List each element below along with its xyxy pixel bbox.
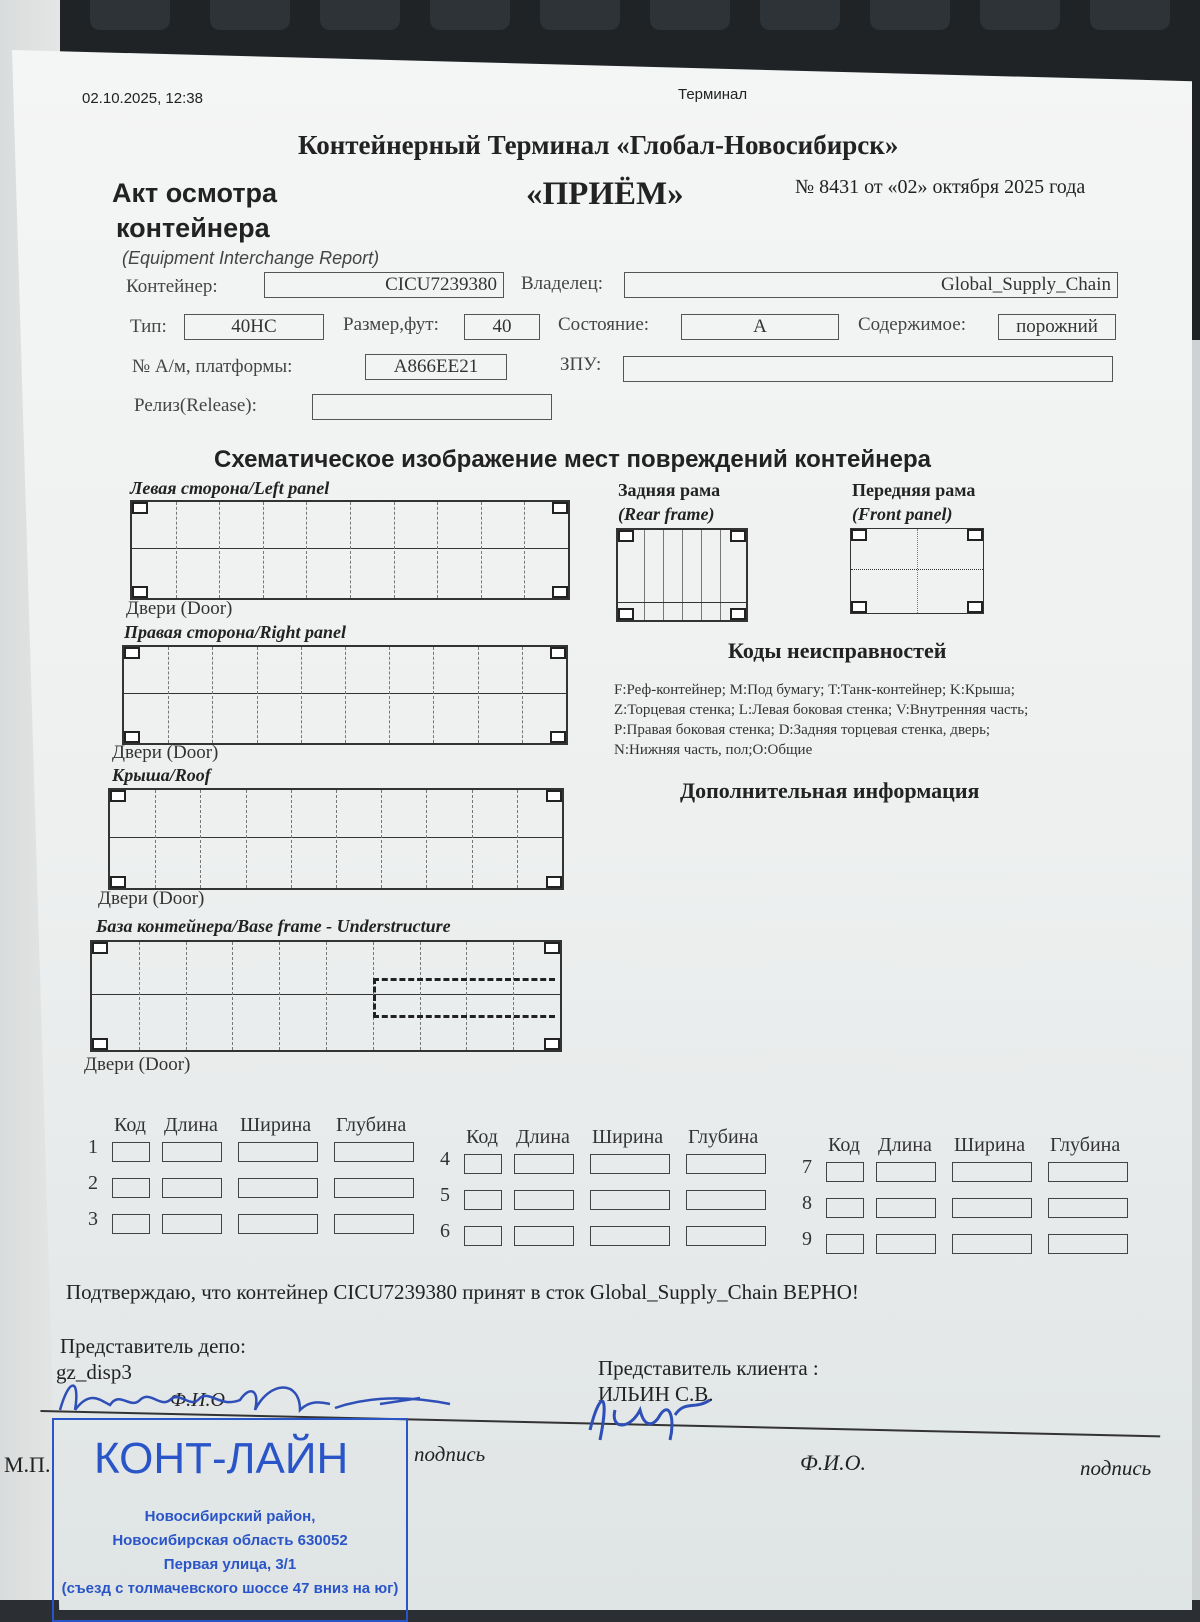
damage-cell-width	[238, 1142, 318, 1162]
damage-cell-width	[952, 1198, 1032, 1218]
owner-field: Global_Supply_Chain	[624, 272, 1118, 298]
damage-cell-depth	[334, 1178, 414, 1198]
damage-cell-width	[952, 1162, 1032, 1182]
owner-label: Владелец:	[521, 273, 604, 294]
rear-frame-label: Задняя рама	[618, 480, 721, 500]
roof-label: Крыша/Roof	[112, 765, 211, 785]
damage-row-number: 8	[802, 1192, 812, 1214]
code-line: N:Нижняя часть, пол;O:Общие	[614, 742, 813, 758]
damage-cell-width	[590, 1226, 670, 1246]
damage-cell-length	[162, 1178, 222, 1198]
container-field: CICU7239380	[264, 272, 504, 298]
base-frame-diagram	[90, 940, 562, 1052]
damage-cell-code	[112, 1178, 150, 1198]
stamp-line: Новосибирский район,	[144, 1508, 316, 1525]
print-page-title: Терминал	[678, 86, 748, 103]
damage-cell-length	[876, 1198, 936, 1218]
front-panel-label-en: (Front panel)	[852, 504, 953, 524]
document-number: № 8431 от «02» октября 2025 года	[795, 176, 1086, 198]
front-panel-diagram	[850, 528, 984, 614]
stamp-place-label: М.П.	[4, 1452, 51, 1477]
size-label: Размер,фут:	[343, 314, 439, 335]
stamp-line: Первая улица, 3/1	[163, 1556, 297, 1573]
vehicle-label: № А/м, платформы:	[132, 356, 293, 377]
roof-diagram	[108, 788, 564, 890]
damage-row-number: 4	[440, 1148, 450, 1170]
act-title-line2: контейнера	[116, 213, 270, 243]
vehicle-field: A866EE21	[365, 354, 507, 380]
damage-cell-depth	[686, 1190, 766, 1210]
right-panel-diagram	[122, 645, 568, 745]
damage-cell-length	[514, 1190, 574, 1210]
damage-row-number: 1	[88, 1136, 98, 1158]
damage-cell-length	[162, 1214, 222, 1234]
rear-frame-label-en: (Rear frame)	[618, 504, 715, 524]
damage-cell-length	[514, 1154, 574, 1174]
act-subtitle: (Equipment Interchange Report)	[122, 248, 380, 268]
damage-cell-code	[464, 1226, 502, 1246]
base-frame-label: База контейнера/Base frame - Understructure	[96, 916, 451, 936]
damage-cell-width	[238, 1178, 318, 1198]
damage-row-number: 9	[802, 1228, 812, 1250]
damage-col-header: Код	[114, 1114, 146, 1136]
damage-col-header: Длина	[516, 1126, 570, 1148]
damage-cell-code	[826, 1162, 864, 1182]
stamp-line: (съезд с толмачевского шоссе 47 вниз на юг)	[61, 1580, 399, 1597]
right-panel-door-label: Двери (Door)	[112, 742, 219, 763]
left-panel-label: Левая сторона/Left panel	[130, 478, 330, 498]
damage-col-header: Глубина	[688, 1126, 759, 1148]
damage-cell-depth	[686, 1154, 766, 1174]
depot-sign-label: подпись	[414, 1442, 486, 1466]
right-panel-label: Правая сторона/Right panel	[124, 622, 346, 642]
condition-label: Состояние:	[558, 314, 650, 335]
depot-user: gz_disp3	[56, 1360, 132, 1384]
damage-cell-depth	[686, 1226, 766, 1246]
roof-door-label: Двери (Door)	[98, 888, 205, 909]
act-title-line1: Акт осмотра	[112, 178, 278, 208]
damage-col-header: Длина	[878, 1134, 932, 1156]
damage-cell-code	[464, 1154, 502, 1174]
client-name: ИЛЬИН С.В.	[598, 1382, 714, 1406]
damage-col-header: Ширина	[240, 1114, 312, 1136]
print-datetime: 02.10.2025, 12:38	[82, 90, 203, 107]
company-stamp	[52, 1418, 408, 1622]
left-panel-diagram	[130, 500, 570, 600]
client-rep-label: Представитель клиента :	[598, 1356, 819, 1380]
damage-cell-length	[876, 1162, 936, 1182]
schematic-title: Схематическое изображение мест повреждений контейнера	[214, 446, 931, 473]
code-line: Z:Торцевая стенка; L:Левая боковая стенка; V:Внутренняя часть;	[614, 702, 1029, 718]
seal-label: ЗПУ:	[560, 354, 602, 375]
damage-col-header: Глубина	[1050, 1134, 1121, 1156]
damage-col-header: Глубина	[336, 1114, 407, 1136]
client-handwritten-signature	[570, 1380, 730, 1460]
front-panel-label: Передняя рама	[852, 480, 976, 500]
contents-field: порожний	[998, 314, 1116, 340]
stamp-name: КОНТ-ЛАЙН	[94, 1434, 349, 1483]
damage-row-number: 6	[440, 1220, 450, 1242]
damage-row-number: 2	[88, 1172, 98, 1194]
damage-cell-code	[112, 1142, 150, 1162]
damage-cell-depth	[334, 1214, 414, 1234]
contents-label: Содержимое:	[858, 314, 966, 335]
release-field	[312, 394, 552, 420]
type-field: 40HC	[184, 314, 324, 340]
damage-cell-width	[590, 1190, 670, 1210]
depot-rep-label: Представитель депо:	[60, 1334, 247, 1358]
damage-row-number: 5	[440, 1184, 450, 1206]
damage-cell-code	[826, 1198, 864, 1218]
damage-cell-depth	[1048, 1198, 1128, 1218]
damage-cell-length	[514, 1226, 574, 1246]
seal-field	[623, 356, 1113, 382]
damage-row-number: 7	[802, 1156, 812, 1178]
codes-list	[614, 680, 1028, 760]
damage-cell-length	[876, 1234, 936, 1254]
depot-fio-label: Ф.И.О	[170, 1389, 225, 1411]
code-line: P:Правая боковая стенка; D:Задняя торцевая стенка, дверь;	[614, 722, 991, 738]
damage-cell-depth	[1048, 1234, 1128, 1254]
base-frame-door-label: Двери (Door)	[84, 1054, 191, 1075]
size-field: 40	[464, 314, 540, 340]
confirmation-text: Подтверждаю, что контейнер CICU7239380 принят в сток Global_Supply_Chain ВЕРНО!	[66, 1280, 859, 1304]
damage-cell-length	[162, 1142, 222, 1162]
act-type-title: «ПРИЁМ»	[526, 176, 684, 212]
client-sign-label: подпись	[1080, 1456, 1152, 1480]
stamp-line: Новосибирская область 630052	[112, 1532, 348, 1549]
damage-cell-code	[464, 1190, 502, 1210]
condition-field: A	[681, 314, 839, 340]
damage-cell-width	[952, 1234, 1032, 1254]
codes-title: Коды неисправностей	[728, 638, 947, 663]
damage-cell-code	[826, 1234, 864, 1254]
company-title: Контейнерный Терминал «Глобал-Новосибирск»	[298, 130, 899, 160]
type-label: Тип:	[130, 316, 167, 337]
damage-col-header: Длина	[164, 1114, 218, 1136]
damage-cell-depth	[1048, 1162, 1128, 1182]
damage-cell-code	[112, 1214, 150, 1234]
rear-frame-diagram	[616, 528, 748, 622]
additional-info-title: Дополнительная информация	[680, 778, 980, 803]
code-line: F:Реф-контейнер; M:Под бумагу; T:Танк-контейнер; K:Крыша;	[614, 682, 1015, 698]
client-fio-label: Ф.И.О.	[800, 1450, 866, 1475]
damage-cell-depth	[334, 1142, 414, 1162]
damage-cell-width	[590, 1154, 670, 1174]
damage-row-number: 3	[88, 1208, 98, 1230]
release-label: Релиз(Release):	[134, 395, 257, 416]
damage-cell-width	[238, 1214, 318, 1234]
damage-col-header: Код	[466, 1126, 498, 1148]
damage-col-header: Ширина	[954, 1134, 1026, 1156]
container-label: Контейнер:	[126, 276, 218, 297]
damage-col-header: Ширина	[592, 1126, 664, 1148]
damage-col-header: Код	[828, 1134, 860, 1156]
left-panel-door-label: Двери (Door)	[126, 598, 233, 619]
